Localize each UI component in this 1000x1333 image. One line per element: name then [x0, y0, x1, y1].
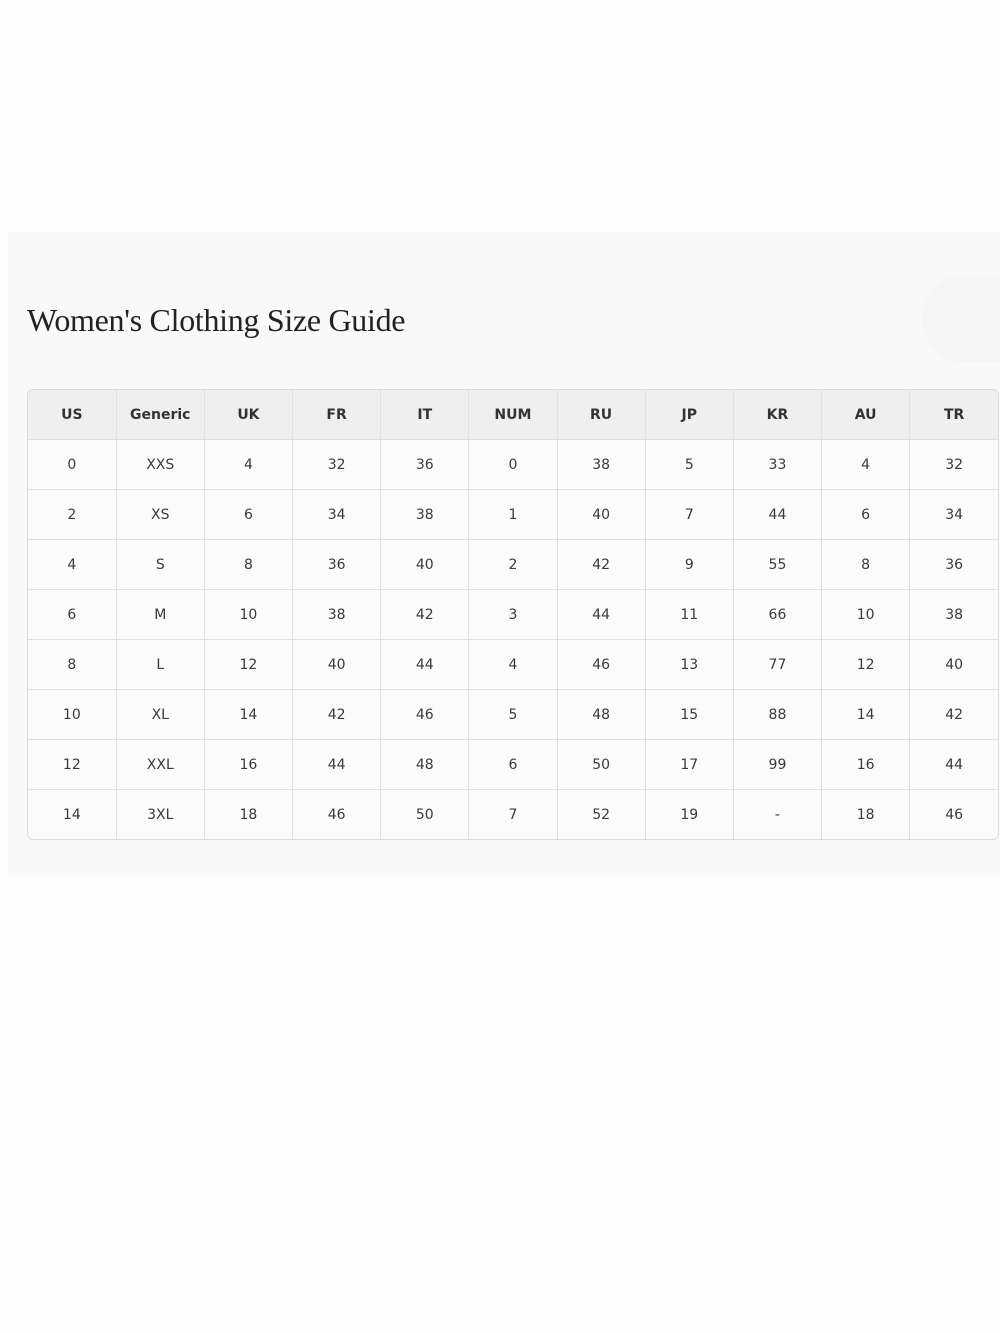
- column-header: UK: [204, 390, 292, 440]
- table-cell: 40: [381, 540, 469, 590]
- table-cell: 0: [469, 440, 557, 490]
- table-cell: 88: [733, 690, 821, 740]
- table-cell: 11: [645, 590, 733, 640]
- table-cell: 10: [822, 590, 910, 640]
- size-table-body: [28, 440, 998, 840]
- table-cell: 16: [822, 740, 910, 790]
- table-cell: 6: [28, 590, 116, 640]
- table-cell: 40: [293, 640, 381, 690]
- table-cell: 8: [28, 640, 116, 690]
- table-cell: 42: [557, 540, 645, 590]
- table-cell: 7: [645, 490, 733, 540]
- table-cell: 14: [822, 690, 910, 740]
- column-header: AU: [822, 390, 910, 440]
- table-cell: 40: [910, 640, 998, 690]
- table-cell: 16: [204, 740, 292, 790]
- table-cell: 13: [645, 640, 733, 690]
- column-header: IT: [381, 390, 469, 440]
- table-cell: XXS: [116, 440, 204, 490]
- table-cell: 8: [204, 540, 292, 590]
- table-cell: L: [116, 640, 204, 690]
- table-cell: 7: [469, 790, 557, 840]
- column-header: RU: [557, 390, 645, 440]
- table-cell: 6: [822, 490, 910, 540]
- table-cell: 44: [733, 490, 821, 540]
- table-cell: XL: [116, 690, 204, 740]
- table-cell: XXL: [116, 740, 204, 790]
- table-row: [28, 540, 998, 590]
- size-table: [28, 390, 998, 839]
- table-cell: 46: [557, 640, 645, 690]
- table-cell: 5: [469, 690, 557, 740]
- table-row: [28, 440, 998, 490]
- table-row: [28, 640, 998, 690]
- table-cell: 12: [822, 640, 910, 690]
- table-cell: 40: [557, 490, 645, 540]
- table-cell: 38: [381, 490, 469, 540]
- column-header: JP: [645, 390, 733, 440]
- table-cell: 42: [293, 690, 381, 740]
- table-cell: 4: [28, 540, 116, 590]
- table-cell: 33: [733, 440, 821, 490]
- table-cell: 8: [822, 540, 910, 590]
- table-cell: 36: [293, 540, 381, 590]
- table-cell: 4: [204, 440, 292, 490]
- table-cell: 6: [204, 490, 292, 540]
- table-cell: XS: [116, 490, 204, 540]
- table-header-row: [28, 390, 998, 440]
- table-cell: 44: [293, 740, 381, 790]
- page-title: Women's Clothing Size Guide: [27, 302, 406, 338]
- table-cell: 46: [945, 806, 964, 823]
- table-cell: 99: [733, 740, 821, 790]
- table-cell: 5: [645, 440, 733, 490]
- table-cell: 55: [733, 540, 821, 590]
- table-cell: 38: [910, 590, 998, 640]
- table-cell: 32: [293, 440, 381, 490]
- table-cell: 38: [293, 590, 381, 640]
- column-header: TR: [910, 390, 998, 440]
- table-cell: 44: [910, 740, 998, 790]
- column-header: US: [28, 390, 116, 440]
- table-cell: 15: [645, 690, 733, 740]
- table-cell: 66: [733, 590, 821, 640]
- table-cell: 42: [381, 590, 469, 640]
- table-row: [28, 690, 998, 740]
- table-cell: 46: [381, 690, 469, 740]
- table-cell: 46: [293, 790, 381, 840]
- table-cell: 12: [28, 740, 116, 790]
- table-cell: 44: [381, 640, 469, 690]
- table-cell: 6: [469, 740, 557, 790]
- column-header: NUM: [469, 390, 557, 440]
- table-cell: 0: [28, 440, 116, 490]
- table-cell: 77: [733, 640, 821, 690]
- table-cell: 34: [293, 490, 381, 540]
- table-cell: 4: [822, 440, 910, 490]
- size-table-container: [27, 389, 999, 840]
- table-cell: 50: [557, 740, 645, 790]
- table-cell: 44: [557, 590, 645, 640]
- table-cell: 38: [557, 440, 645, 490]
- table-cell: 52: [557, 790, 645, 840]
- table-cell: 9: [645, 540, 733, 590]
- decorative-corner-shape: [922, 276, 1000, 362]
- table-cell: -: [733, 790, 821, 840]
- column-header: KR: [733, 390, 821, 440]
- table-cell: 19: [645, 790, 733, 840]
- table-cell: 2: [28, 490, 116, 540]
- table-cell: 18: [204, 790, 292, 840]
- table-cell: 4: [469, 640, 557, 690]
- table-cell: 14: [28, 790, 116, 840]
- table-cell: 48: [557, 690, 645, 740]
- table-row: [28, 790, 998, 840]
- table-cell: 1: [469, 490, 557, 540]
- table-cell: 36: [381, 440, 469, 490]
- table-cell: 10: [28, 690, 116, 740]
- table-cell: 50: [381, 790, 469, 840]
- table-row: [28, 740, 998, 790]
- table-cell: 17: [645, 740, 733, 790]
- table-cell: 10: [204, 590, 292, 640]
- table-cell: 34: [910, 490, 998, 540]
- table-cell: 48: [381, 740, 469, 790]
- table-cell: 18: [822, 790, 910, 840]
- table-row: [28, 590, 998, 640]
- table-cell: 2: [469, 540, 557, 590]
- table-row: [28, 490, 998, 540]
- table-cell: 32: [910, 440, 998, 490]
- table-cell: M: [116, 590, 204, 640]
- table-cell: 3XL: [116, 790, 204, 840]
- table-cell: 42: [910, 690, 998, 740]
- column-header: Generic: [116, 390, 204, 440]
- table-cell: S: [116, 540, 204, 590]
- table-cell: 36: [910, 540, 998, 590]
- table-cell: 12: [204, 640, 292, 690]
- table-cell: 14: [204, 690, 292, 740]
- column-header: FR: [293, 390, 381, 440]
- table-cell: 3: [469, 590, 557, 640]
